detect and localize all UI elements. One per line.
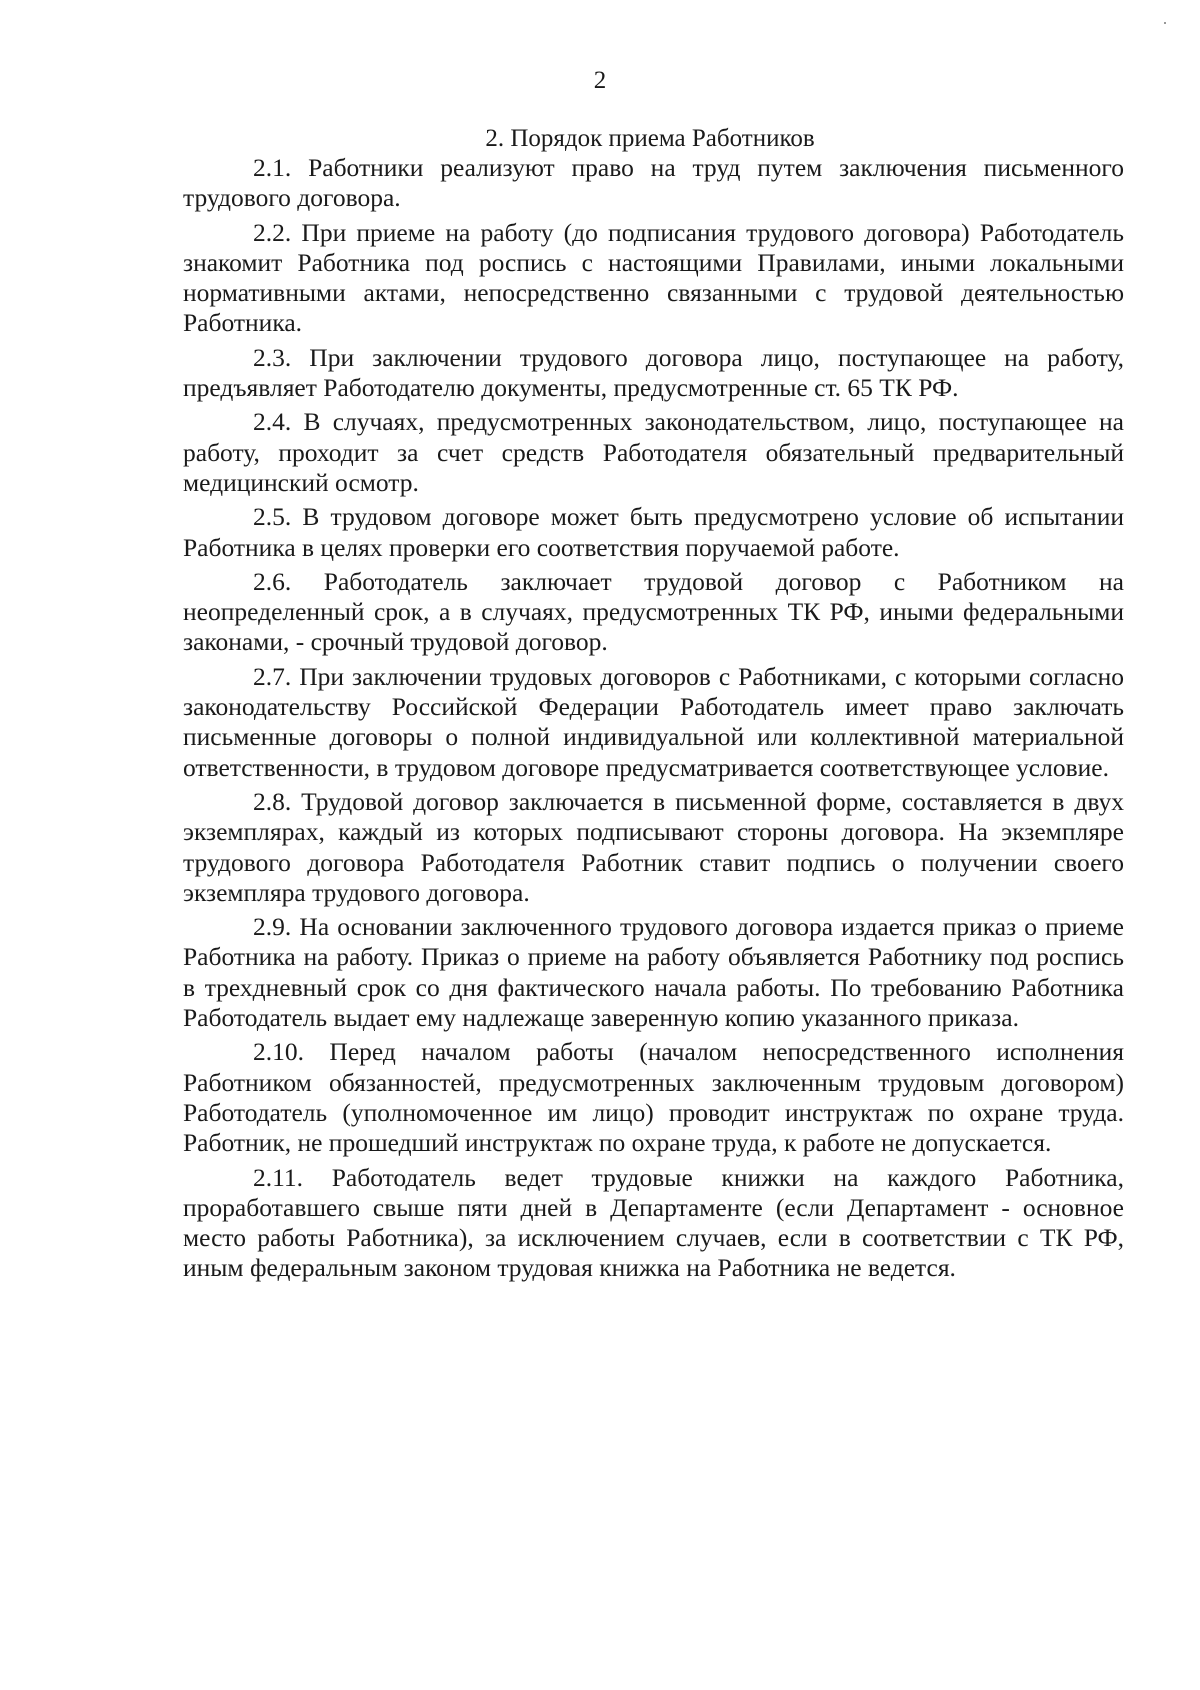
scan-speck <box>1164 22 1166 24</box>
paragraph-2-6: 2.6. Работодатель заключает трудовой договор с Работником на неопределенный срок, а в случаях, предусмотренных ТК РФ, иными федеральными законами, - срочный трудовой договор. <box>183 566 1124 657</box>
paragraph-2-3: 2.3. При заключении трудового договора лицо, поступающее на работу, предъявляет Работодателю документы, предусмотренные ст. 65 ТК РФ. <box>183 342 1124 403</box>
paragraph-2-9: 2.9. На основании заключенного трудового договора издается приказ о приеме Работника на работу. Приказ о приеме на работу объявляется Работнику под роспись в трехдневный срок со дня фактического начала работы. По требованию Работника Работодатель выдает ему надлежаще заверенную копию указанного приказа. <box>183 912 1124 1033</box>
paragraph-2-7: 2.7. При заключении трудовых договоров с Работниками, с которыми согласно законодательству Российской Федерации Работодатель имеет право заключать письменные договоры о полной индивидуальной или коллективной материальной ответственности, в трудовом договоре предусматривается соответствующее условие. <box>183 661 1124 782</box>
paragraph-2-4: 2.4. В случаях, предусмотренных законодательством, лицо, поступающее на работу, проходит за счет средств Работодателя обязательный предварительный медицинский осмотр. <box>183 407 1124 497</box>
paragraph-2-1: 2.1. Работники реализуют право на труд путем заключения письменного трудового договора. <box>183 153 1124 213</box>
section-body <box>183 153 1124 1288</box>
paragraph-2-2: 2.2. При приеме на работу (до подписания трудового договора) Работодатель знакомит Работника под роспись с настоящими Правилами, иными локальными нормативными актами, непосредственно связанными с трудовой деятельностью Работника. <box>183 217 1124 338</box>
paragraph-2-11: 2.11. Работодатель ведет трудовые книжки на каждого Работника, проработавшего свыше пяти дней в Департаменте (если Департамент - основное место работы Работника), за исключением случаев, если в соответствии с ТК РФ, иным федеральным законом трудовая книжка на Работника не ведется. <box>183 1162 1124 1283</box>
section-heading: 2. Порядок приема Работников <box>485 125 815 152</box>
paragraph-2-10: 2.10. Перед началом работы (началом непосредственного исполнения Работником обязанностей, предусмотренных заключенным трудовым договором) Работодатель (уполномоченное им лицо) проводит инструктаж по охране труда. Работник, не прошедший инструктаж по охране труда, к работе не допускается. <box>183 1037 1124 1158</box>
page-number: 2 <box>593 67 607 94</box>
paragraph-2-8: 2.8. Трудовой договор заключается в письменной форме, составляется в двух экземплярах, каждый из которых подписывают стороны договора. На экземпляре трудового договора Работодателя Работник ставит подпись о получении своего экземпляра трудового договора. <box>183 786 1124 907</box>
paragraph-2-5: 2.5. В трудовом договоре может быть предусмотрено условие об испытании Работника в целях проверки его соответствия поручаемой работе. <box>183 502 1124 562</box>
